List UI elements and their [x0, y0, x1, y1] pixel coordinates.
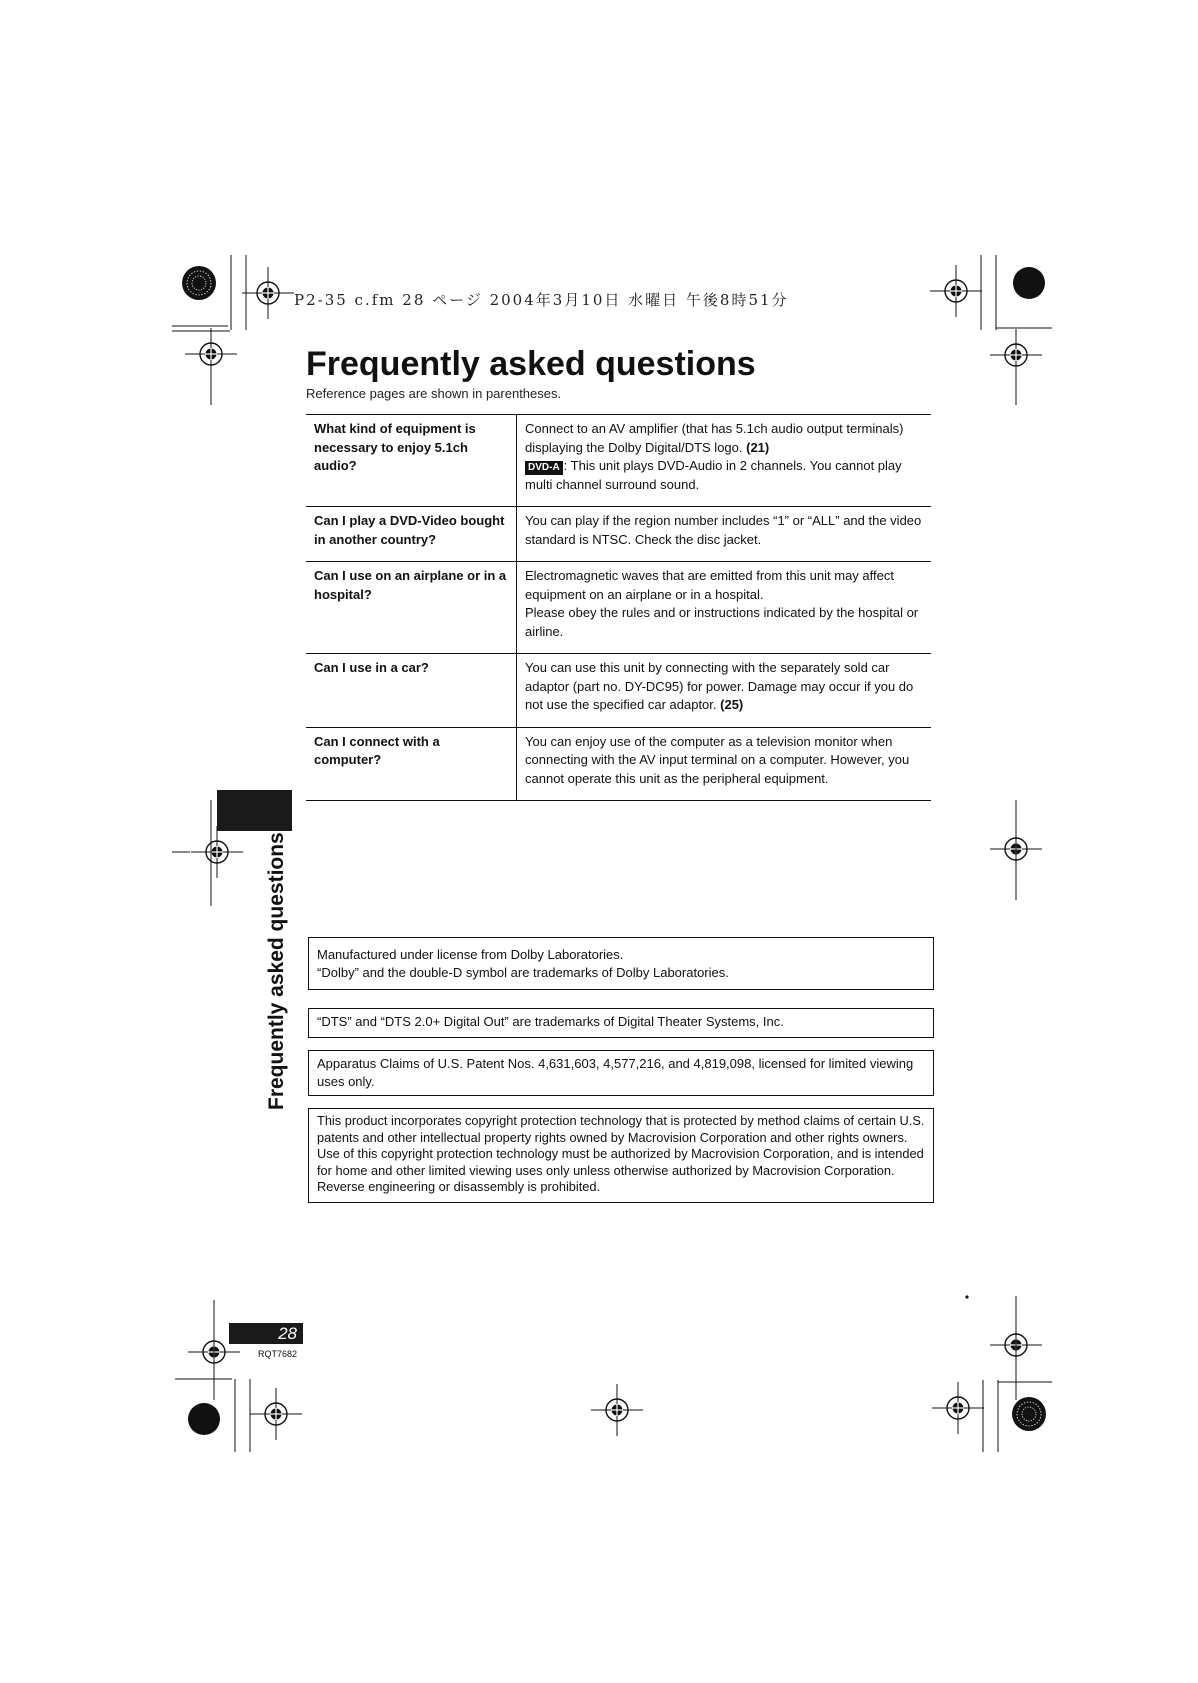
- faq-question: Can I play a DVD-Video bought in another country?: [306, 507, 517, 562]
- page-title: Frequently asked questions: [306, 345, 756, 383]
- model-code: RQT7682: [258, 1349, 298, 1359]
- dvd-a-badge: DVD-A: [525, 461, 563, 475]
- faq-row: [306, 415, 931, 507]
- faq-answer: [517, 562, 932, 654]
- patent-notice-text: Apparatus Claims of U.S. Patent Nos. 4,631,603, 4,577,216, and 4,819,098, licensed for limited viewing uses only.: [317, 1056, 914, 1089]
- patent-notice: [308, 1050, 934, 1096]
- faq-question: Can I use on an airplane or in a hospital?: [306, 562, 517, 654]
- section-tab: [217, 790, 292, 831]
- faq-table: [306, 414, 931, 801]
- side-section-label: Frequently asked questions: [265, 832, 288, 1110]
- page-number: 28: [229, 1323, 303, 1344]
- faq-answer-text: : This unit plays DVD-Audio in 2 channels. You cannot play multi channel surround sound.: [525, 458, 902, 492]
- macrovision-notice: [308, 1108, 934, 1203]
- faq-row: [306, 562, 931, 654]
- faq-question: Can I use in a car?: [306, 654, 517, 728]
- faq-answer-text: Connect to an AV amplifier (that has 5.1ch audio output terminals) displaying the Dolby Digital/DTS logo.: [525, 421, 904, 455]
- faq-row: [306, 727, 931, 801]
- dts-notice: [308, 1008, 934, 1038]
- faq-reference: (25): [720, 697, 744, 712]
- faq-answer: [517, 654, 932, 728]
- dolby-notice: [308, 937, 934, 990]
- faq-reference: (21): [746, 439, 770, 455]
- faq-row: [306, 654, 931, 728]
- faq-answer-text: Electromagnetic waves that are emitted from this unit may affect equipment on an airplane or in a hospital.: [525, 568, 894, 602]
- faq-answer: You can enjoy use of the computer as a television monitor when connecting with the AV input terminal on a computer. However, you cannot operate this unit as the peripheral equipment.: [525, 733, 910, 786]
- faq-answer: You can play if the region number includes “1” or “ALL” and the video standard is NTSC. Check the disc jacket.: [525, 513, 922, 547]
- faq-row: [306, 507, 931, 562]
- page-subtitle: Reference pages are shown in parentheses.: [306, 386, 562, 401]
- print-header: P2-35 c.fm 28 ページ 2004年3月10日 水曜日 午後8時51分: [294, 291, 789, 309]
- faq-question: What kind of equipment is necessary to enjoy 5.1ch audio?: [306, 415, 517, 507]
- dts-notice-text: “DTS” and “DTS 2.0+ Digital Out” are trademarks of Digital Theater Systems, Inc.: [317, 1014, 784, 1029]
- dolby-notice-line: “Dolby” and the double-D symbol are trademarks of Dolby Laboratories.: [317, 964, 729, 980]
- faq-answer: [517, 415, 932, 507]
- faq-answer-text: You can use this unit by connecting with the separately sold car adaptor (part no. DY-DC95) for power. Damage may occur if you do not use the specified car adaptor.: [525, 660, 914, 712]
- faq-question: Can I connect with a computer?: [306, 727, 517, 801]
- macrovision-notice-text: This product incorporates copyright protection technology that is protected by method claims of certain U.S. patents and other intellectual property rights owned by Macrovision Corporation and other rights owners. Use of this copyright protection technology must be authorized by Macrovision Corporation, and is intended for home and other limited viewing uses only unless otherwise authorized by Macrovision Corporation. Reverse engineering or disassembly is prohibited.: [317, 1113, 925, 1194]
- faq-answer-text: Please obey the rules and or instructions indicated by the hospital or airline.: [525, 605, 919, 639]
- dolby-notice-line: Manufactured under license from Dolby Laboratories.: [317, 947, 624, 962]
- starburst-mark: [182, 266, 216, 300]
